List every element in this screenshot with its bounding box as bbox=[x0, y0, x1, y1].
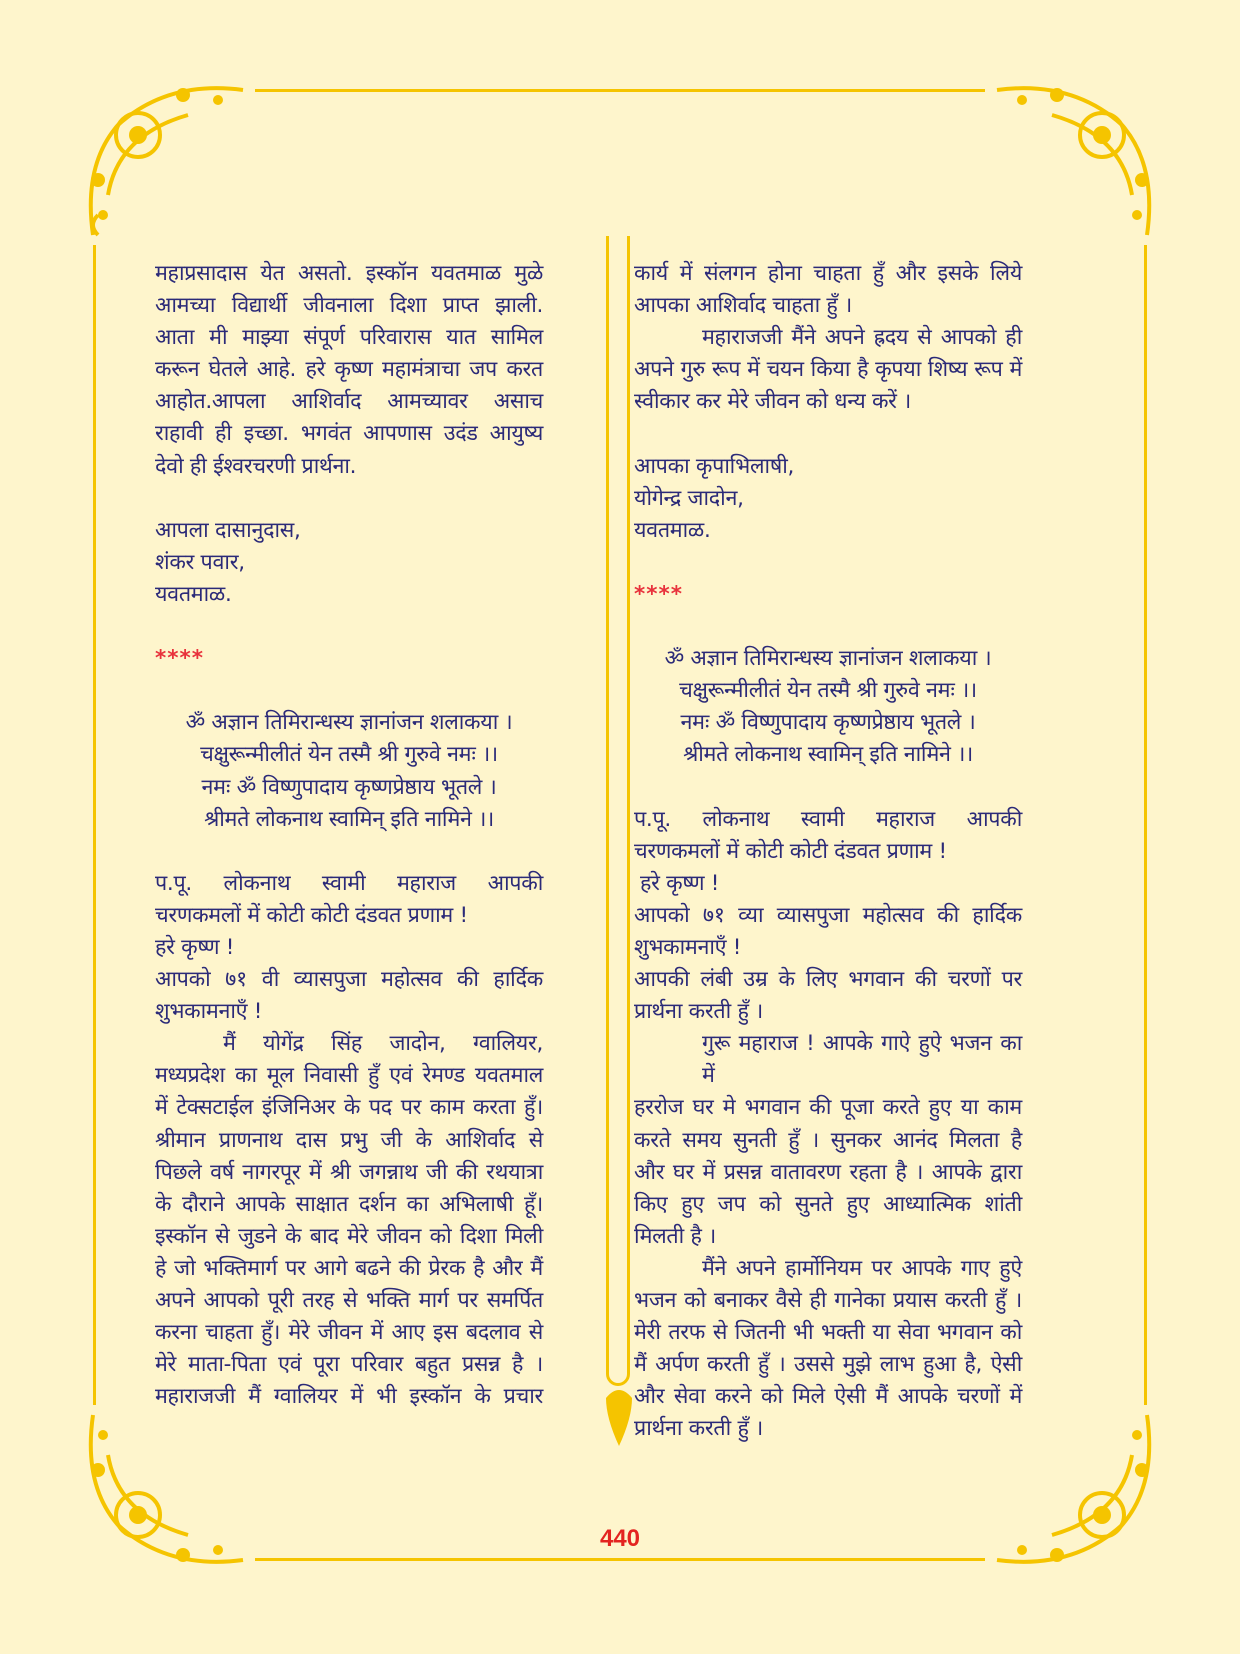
text-line: आपको ७१ वी व्यासपुजा महोत्सव की हार्दिक bbox=[155, 967, 543, 993]
text-line: हे जो भक्तिमार्ग पर आगे बढने की प्रेरक है और मैं bbox=[155, 1255, 543, 1281]
columns bbox=[0, 258, 1240, 1445]
text-line: प.पू. लोकनाथ स्वामी महाराज आपकी bbox=[155, 870, 543, 896]
text-line: मैं अर्पण करती हुँ । उससे मुझे लाभ हुआ है, ऐसी bbox=[634, 1352, 1022, 1378]
mantra-line: श्रीमते लोकनाथ स्वामिन् इति नामिने ।। bbox=[683, 742, 973, 768]
text-line: चरणकमलों में कोटी कोटी दंडवत प्रणाम ! bbox=[634, 838, 947, 864]
text-line: गुरू महाराज ! आपके गाऐ हुऐ भजन का में bbox=[702, 1031, 1022, 1089]
text-line: पिछले वर्ष नागरपूर में श्री जगन्नाथ जी की रथयात्रा bbox=[155, 1159, 543, 1185]
text-line: देवो ही ईश्वरचरणी प्रार्थना. bbox=[155, 453, 357, 479]
signoff-line: आपका कृपाभिलाषी, bbox=[634, 453, 795, 479]
text-line: शुभकामनाएँ ! bbox=[155, 999, 263, 1025]
mantra-line: श्रीमते लोकनाथ स्वामिन् इति नामिने ।। bbox=[204, 806, 494, 832]
text-line: और घर में प्रसन्न वातावरण रहता है । आपके द्वारा bbox=[634, 1159, 1022, 1185]
text-line: मध्यप्रदेश का मूल निवासी हुँ एवं रेमण्ड यवतमाल bbox=[155, 1063, 543, 1089]
mantra-line: चक्षुरून्मीलीतं येन तस्मै श्री गुरुवे नमः ।। bbox=[679, 678, 977, 704]
mantra-line: चक्षुरून्मीलीतं येन तस्मै श्री गुरुवे नमः ।। bbox=[200, 742, 498, 768]
text-line: इस्कॉन से जुडने के बाद मेरे जीवन को दिशा मिली bbox=[155, 1223, 543, 1249]
text-line: किए हुए जप को सुनते हुए आध्यात्मिक शांती bbox=[634, 1191, 1022, 1217]
text-line: हरे कृष्ण ! bbox=[640, 870, 720, 896]
text-line: अपने आपको पूरी तरह से भक्ति मार्ग पर समर्पित bbox=[155, 1288, 543, 1313]
mantra-line: नमः ॐ विष्णुपादाय कृष्णप्रेष्ठाय भूतले । bbox=[201, 774, 497, 800]
text-line: करते समय सुनती हुँ । सुनकर आनंद मिलता है bbox=[634, 1127, 1022, 1153]
mantra-line: नमः ॐ विष्णुपादाय कृष्णप्रेष्ठाय भूतले । bbox=[680, 710, 976, 736]
text-line: आपको ७१ व्या व्यासपुजा महोत्सव की हार्दिक bbox=[634, 902, 1022, 928]
text-line: आहोत.आपला आशिर्वाद आमच्यावर असाच bbox=[155, 389, 543, 415]
text-line: आता मी माझ्या संपूर्ण परिवारास यात सामिल bbox=[155, 325, 543, 351]
text-line: प.पू. लोकनाथ स्वामी महाराज आपकी bbox=[634, 806, 1022, 832]
text-line: भजन को बनाकर वैसे ही गानेका प्रयास करती हुँ । bbox=[634, 1288, 1022, 1313]
section-separator-stars: **** bbox=[155, 646, 204, 672]
text-line: अपने गुरु रूप में चयन किया है कृपया शिष्य रूप में bbox=[634, 357, 1022, 383]
corner-ornament-top-left bbox=[78, 75, 248, 245]
page-content bbox=[0, 258, 1240, 1554]
signoff-place: यवतमाळ. bbox=[634, 517, 711, 543]
text-line: आपका आशिर्वाद चाहता हुँ । bbox=[634, 293, 852, 319]
text-line: हररोज घर मे भगवान की पूजा करते हुए या काम bbox=[634, 1095, 1022, 1121]
text-line: शुभकामनाएँ ! bbox=[634, 934, 742, 960]
text-line: के दौराने आपके साक्षात दर्शन का अभिलाषी हूँ। bbox=[155, 1191, 543, 1217]
corner-ornament-top-right bbox=[992, 75, 1162, 245]
text-line: प्रार्थना करती हुँ । bbox=[634, 999, 763, 1025]
text-line: मिलती है । bbox=[634, 1223, 716, 1249]
text-line: मैं योगेंद्र सिंह जादोन, ग्वालियर, bbox=[223, 1031, 543, 1057]
text-line: आमच्या विद्यार्थी जीवनाला दिशा प्राप्त झाली. bbox=[155, 293, 543, 319]
text-line: स्वीकार कर मेरे जीवन को धन्य करें । bbox=[634, 389, 912, 415]
text-line: चरणकमलों में कोटी कोटी दंडवत प्रणाम ! bbox=[155, 902, 468, 928]
text-line: मैंने अपने हार्मोनियम पर आपके गाए हुऐ bbox=[702, 1255, 1022, 1281]
text-line: करून घेतले आहे. हरे कृष्ण महामंत्राचा जप करत bbox=[155, 357, 543, 383]
signoff-name: शंकर पवार, bbox=[155, 549, 245, 575]
text-line: राहावी ही इच्छा. भगवंत आपणास उदंड आयुष्य bbox=[155, 421, 543, 447]
signoff-place: यवतमाळ. bbox=[155, 581, 232, 607]
text-line: महाराजजी मैं ग्वालियर में भी इस्कॉन के प्रचार bbox=[155, 1384, 543, 1410]
page-number: 440 bbox=[599, 1525, 641, 1552]
mantra-line: ॐ अज्ञान तिमिरान्धस्य ज्ञानांजन शलाकया । bbox=[185, 710, 513, 736]
text-line: में टेक्सटाईल इंजिनिअर के पद पर काम करता हुँ। bbox=[155, 1095, 543, 1121]
right-column bbox=[634, 258, 1022, 1445]
mantra-line: ॐ अज्ञान तिमिरान्धस्य ज्ञानांजन शलाकया । bbox=[664, 646, 992, 672]
text-line: मेरे माता-पिता एवं पूरा परिवार बहुत प्रसन्न है । bbox=[155, 1352, 543, 1378]
left-column bbox=[155, 258, 543, 1413]
text-line: कार्य में संलगन होना चाहता हुँ और इसके लिये bbox=[634, 261, 1022, 286]
text-line: और सेवा करने को मिले ऐसी मैं आपके चरणों में bbox=[634, 1384, 1022, 1410]
signoff-name: योगेन्द्र जादोन, bbox=[634, 485, 744, 511]
text-line: महाप्रसादास येत असतो. इस्कॉन यवतमाळ मुळे bbox=[155, 261, 543, 286]
text-line: श्रीमान प्राणनाथ दास प्रभु जी के आशिर्वाद से bbox=[155, 1127, 543, 1153]
text-line: हरे कृष्ण ! bbox=[155, 934, 235, 960]
section-separator-stars: **** bbox=[634, 581, 683, 607]
text-line: आपकी लंबी उम्र के लिए भगवान की चरणों पर bbox=[634, 967, 1022, 993]
top-border-line bbox=[255, 89, 985, 92]
text-line: महाराजजी मैंने अपने ह्रदय से आपको ही bbox=[702, 325, 1022, 351]
text-line: करना चाहता हुँ। मेरे जीवन में आए इस बदलाव से bbox=[155, 1320, 543, 1346]
bottom-border-line bbox=[255, 1558, 985, 1561]
signoff-line: आपला दासानुदास, bbox=[155, 517, 301, 543]
text-line: मेरी तरफ से जितनी भी भक्ती या सेवा भगवान को bbox=[634, 1320, 1022, 1346]
text-line: प्रार्थना करती हुँ । bbox=[634, 1416, 763, 1442]
